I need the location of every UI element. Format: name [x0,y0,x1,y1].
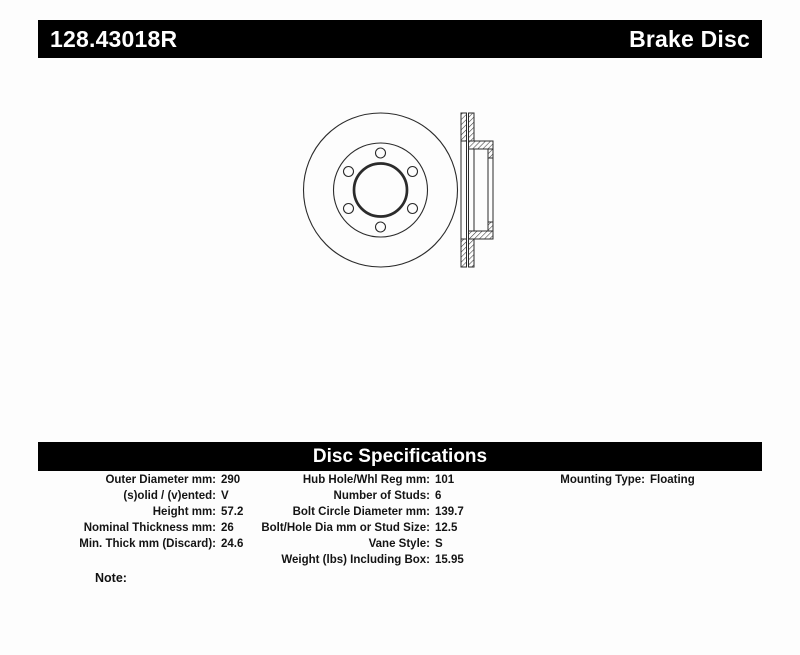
hat-flange-bottom [469,231,494,239]
spec-label: Hub Hole/Whl Reg mm: [302,474,430,486]
spec-row-bolt-hole-dia [260,520,520,536]
spec-value: Floating [650,474,695,486]
spec-label: Bolt/Hole Dia mm or Stud Size: [261,522,430,534]
spec-value: 26 [221,522,234,534]
spec-column-hub-studs [260,472,520,568]
spec-label: (s)olid / (v)ented: [123,490,216,502]
stud-hole [376,222,386,232]
spec-row-solid-vented [38,488,260,504]
note-label: Note: [95,571,127,585]
spec-row-vane-style [260,536,520,552]
hat-wall [488,149,493,231]
spec-row-hub-hole [260,472,520,488]
spec-value: 6 [435,490,442,502]
outer-diameter-circle [304,113,458,267]
disc-side-view [461,113,493,267]
spec-row-min-thickness [38,536,260,552]
spec-value: 24.6 [221,538,244,550]
spec-row-number-of-studs [260,488,520,504]
spec-row-weight [260,552,520,568]
spec-row-height [38,504,260,520]
spec-value: 57.2 [221,506,244,518]
spec-value: 12.5 [435,522,458,534]
stud-hole [408,167,418,177]
spec-section-title: Disc Specifications [312,445,488,467]
product-title: Brake Disc [629,25,750,52]
spec-value: 139.7 [435,506,464,518]
spec-label: Outer Diameter mm: [105,474,216,486]
spec-section-bar [38,442,762,471]
stud-hole [344,167,354,177]
stud-hole [344,204,354,214]
spec-value: S [435,538,443,550]
spec-column-dimensions [38,472,260,568]
spec-label: Mounting Type: [560,474,645,486]
spec-row-mounting-type [520,472,762,488]
hat-circle [334,143,428,237]
hub-hole-circle [354,164,407,217]
spec-value: 101 [435,474,455,486]
spec-label: Bolt Circle Diameter mm: [292,506,430,518]
spec-table [38,472,762,568]
spec-label: Nominal Thickness mm: [83,522,216,534]
spec-value: V [221,490,229,502]
stud-hole [408,204,418,214]
hat-flange-top [469,141,494,149]
disc-front-view [304,113,458,267]
spec-label: Number of Studs: [333,490,430,502]
spec-label: Weight (lbs) Including Box: [281,554,430,566]
spec-label: Min. Thick mm (Discard): [79,538,216,550]
spec-label: Height mm: [152,506,216,518]
spec-value: 290 [221,474,241,486]
spec-value: 15.95 [435,554,464,566]
spec-label: Vane Style: [368,538,430,550]
spec-row-bolt-circle [260,504,520,520]
stud-hole [376,148,386,158]
spec-row-nominal-thickness [38,520,260,536]
part-number: 128.43018R [50,25,178,52]
spec-row-outer-diameter [38,472,260,488]
spec-column-mounting [520,472,762,568]
